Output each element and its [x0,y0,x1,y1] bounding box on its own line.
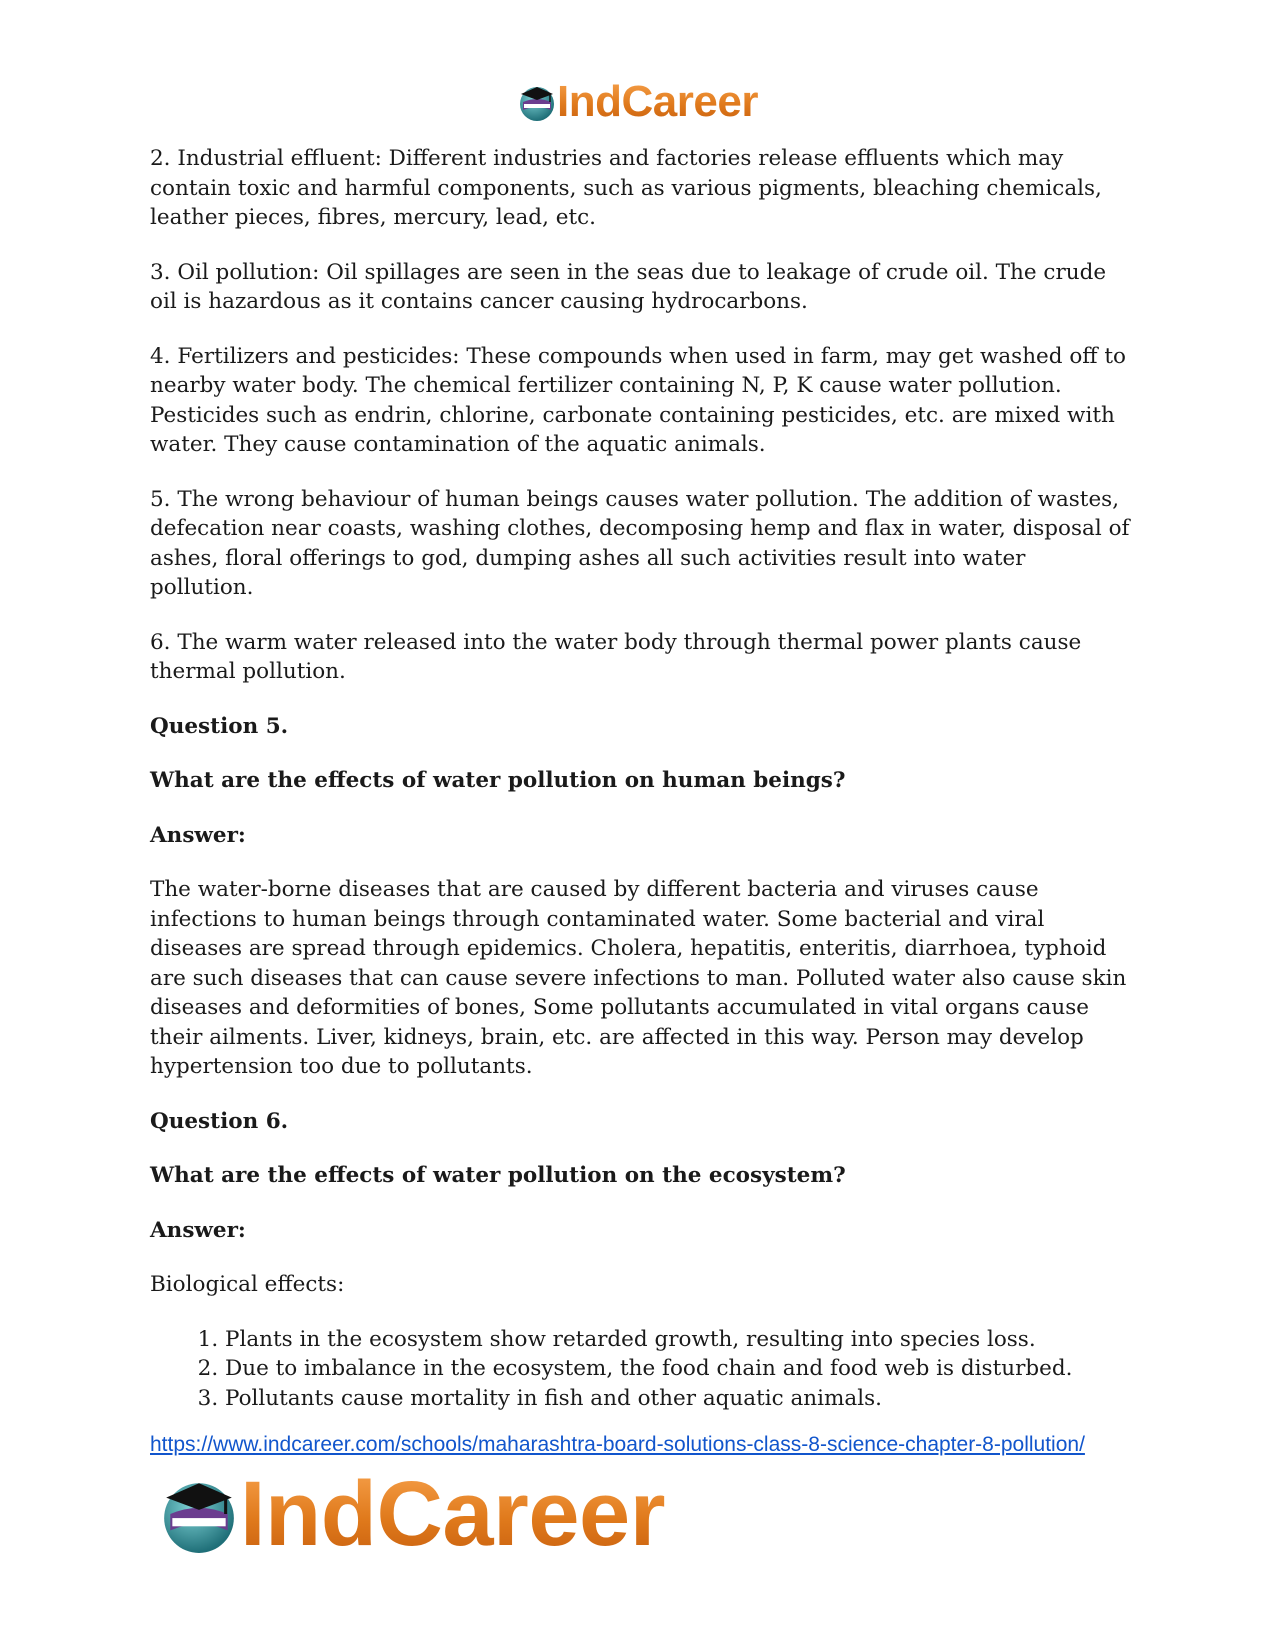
question-5-text: What are the effects of water pollution on human beings? [150,768,846,793]
list-item: 3. Pollutants cause mortality in fish and other aquatic animals. [225,1384,1130,1414]
graduation-cap-globe-icon [158,1473,240,1555]
answer-5-label: Answer: [150,822,246,848]
source-link[interactable]: https://www.indcareer.com/schools/maharashtra-board-solutions-class-8-science-chapter-8-pollution/ [150,1433,1085,1456]
logo-text: IndCareer [557,77,758,126]
biological-effects-list [150,1325,1130,1414]
question-5-label: Question 5. [150,713,289,739]
indcareer-logo-large [158,1463,665,1565]
answer-5-text: The water-borne diseases that are caused by different bacteria and viruses cause infections to human beings through contaminated water. Some bacterial and viral diseases are spread through epidemics. Cholera, hepatitis, enteritis, diarrhoea, typhoid are such diseases that can cause severe infections to man. Polluted water also cause skin diseases and deformities of bones, Some pollutants accumulated in vital organs cause their ailments. Liver, kidneys, brain, etc. are affected in this way. Person may develop hypertension too due to pollutants. [150,877,1127,1079]
paragraph-industrial-effluent: 2. Industrial effluent: Different industries and factories release effluents which may contain toxic and harmful components, such as various pigments, bleaching chemicals, leather pieces, fibres, mercury, lead, etc. [150,146,1102,230]
list-item: 2. Due to imbalance in the ecosystem, the food chain and food web is disturbed. [225,1354,1130,1384]
answer-6-intro: Biological effects: [150,1272,345,1297]
indcareer-logo [517,77,758,126]
question-6-label: Question 6. [150,1108,289,1134]
footer [158,1463,665,1565]
graduation-cap-globe-icon [517,82,557,122]
paragraph-human-behaviour: 5. The wrong behaviour of human beings causes water pollution. The addition of wastes, defecation near coasts, washing clothes, decomposing hemp and flax in water, disposal of ashes, floral offerings to god, dumping ashes all such activities result into water pollution. [150,486,1130,600]
header [0,77,1275,126]
document-body [150,144,1130,1462]
question-6-text: What are the effects of water pollution on the ecosystem? [150,1163,846,1188]
answer-6-label: Answer: [150,1217,246,1243]
paragraph-fertilizers: 4. Fertilizers and pesticides: These compounds when used in farm, may get washed off to nearby water body. The chemical fertilizer containing N, P, K cause water pollution. Pesticides such as endrin, chlorine, carbonate containing pesticides, etc. are mixed with water. They cause contamination of the aquatic animals. [150,343,1127,457]
paragraph-thermal: 6. The warm water released into the water body through thermal power plants cause thermal pollution. [150,629,1082,684]
list-item: 1. Plants in the ecosystem show retarded growth, resulting into species loss. [225,1325,1130,1355]
footer-logo-text: IndCareer [240,1463,665,1565]
paragraph-oil-pollution: 3. Oil pollution: Oil spillages are seen in the seas due to leakage of crude oil. The crude oil is hazardous as it contains cancer causing hydrocarbons. [150,259,1107,314]
